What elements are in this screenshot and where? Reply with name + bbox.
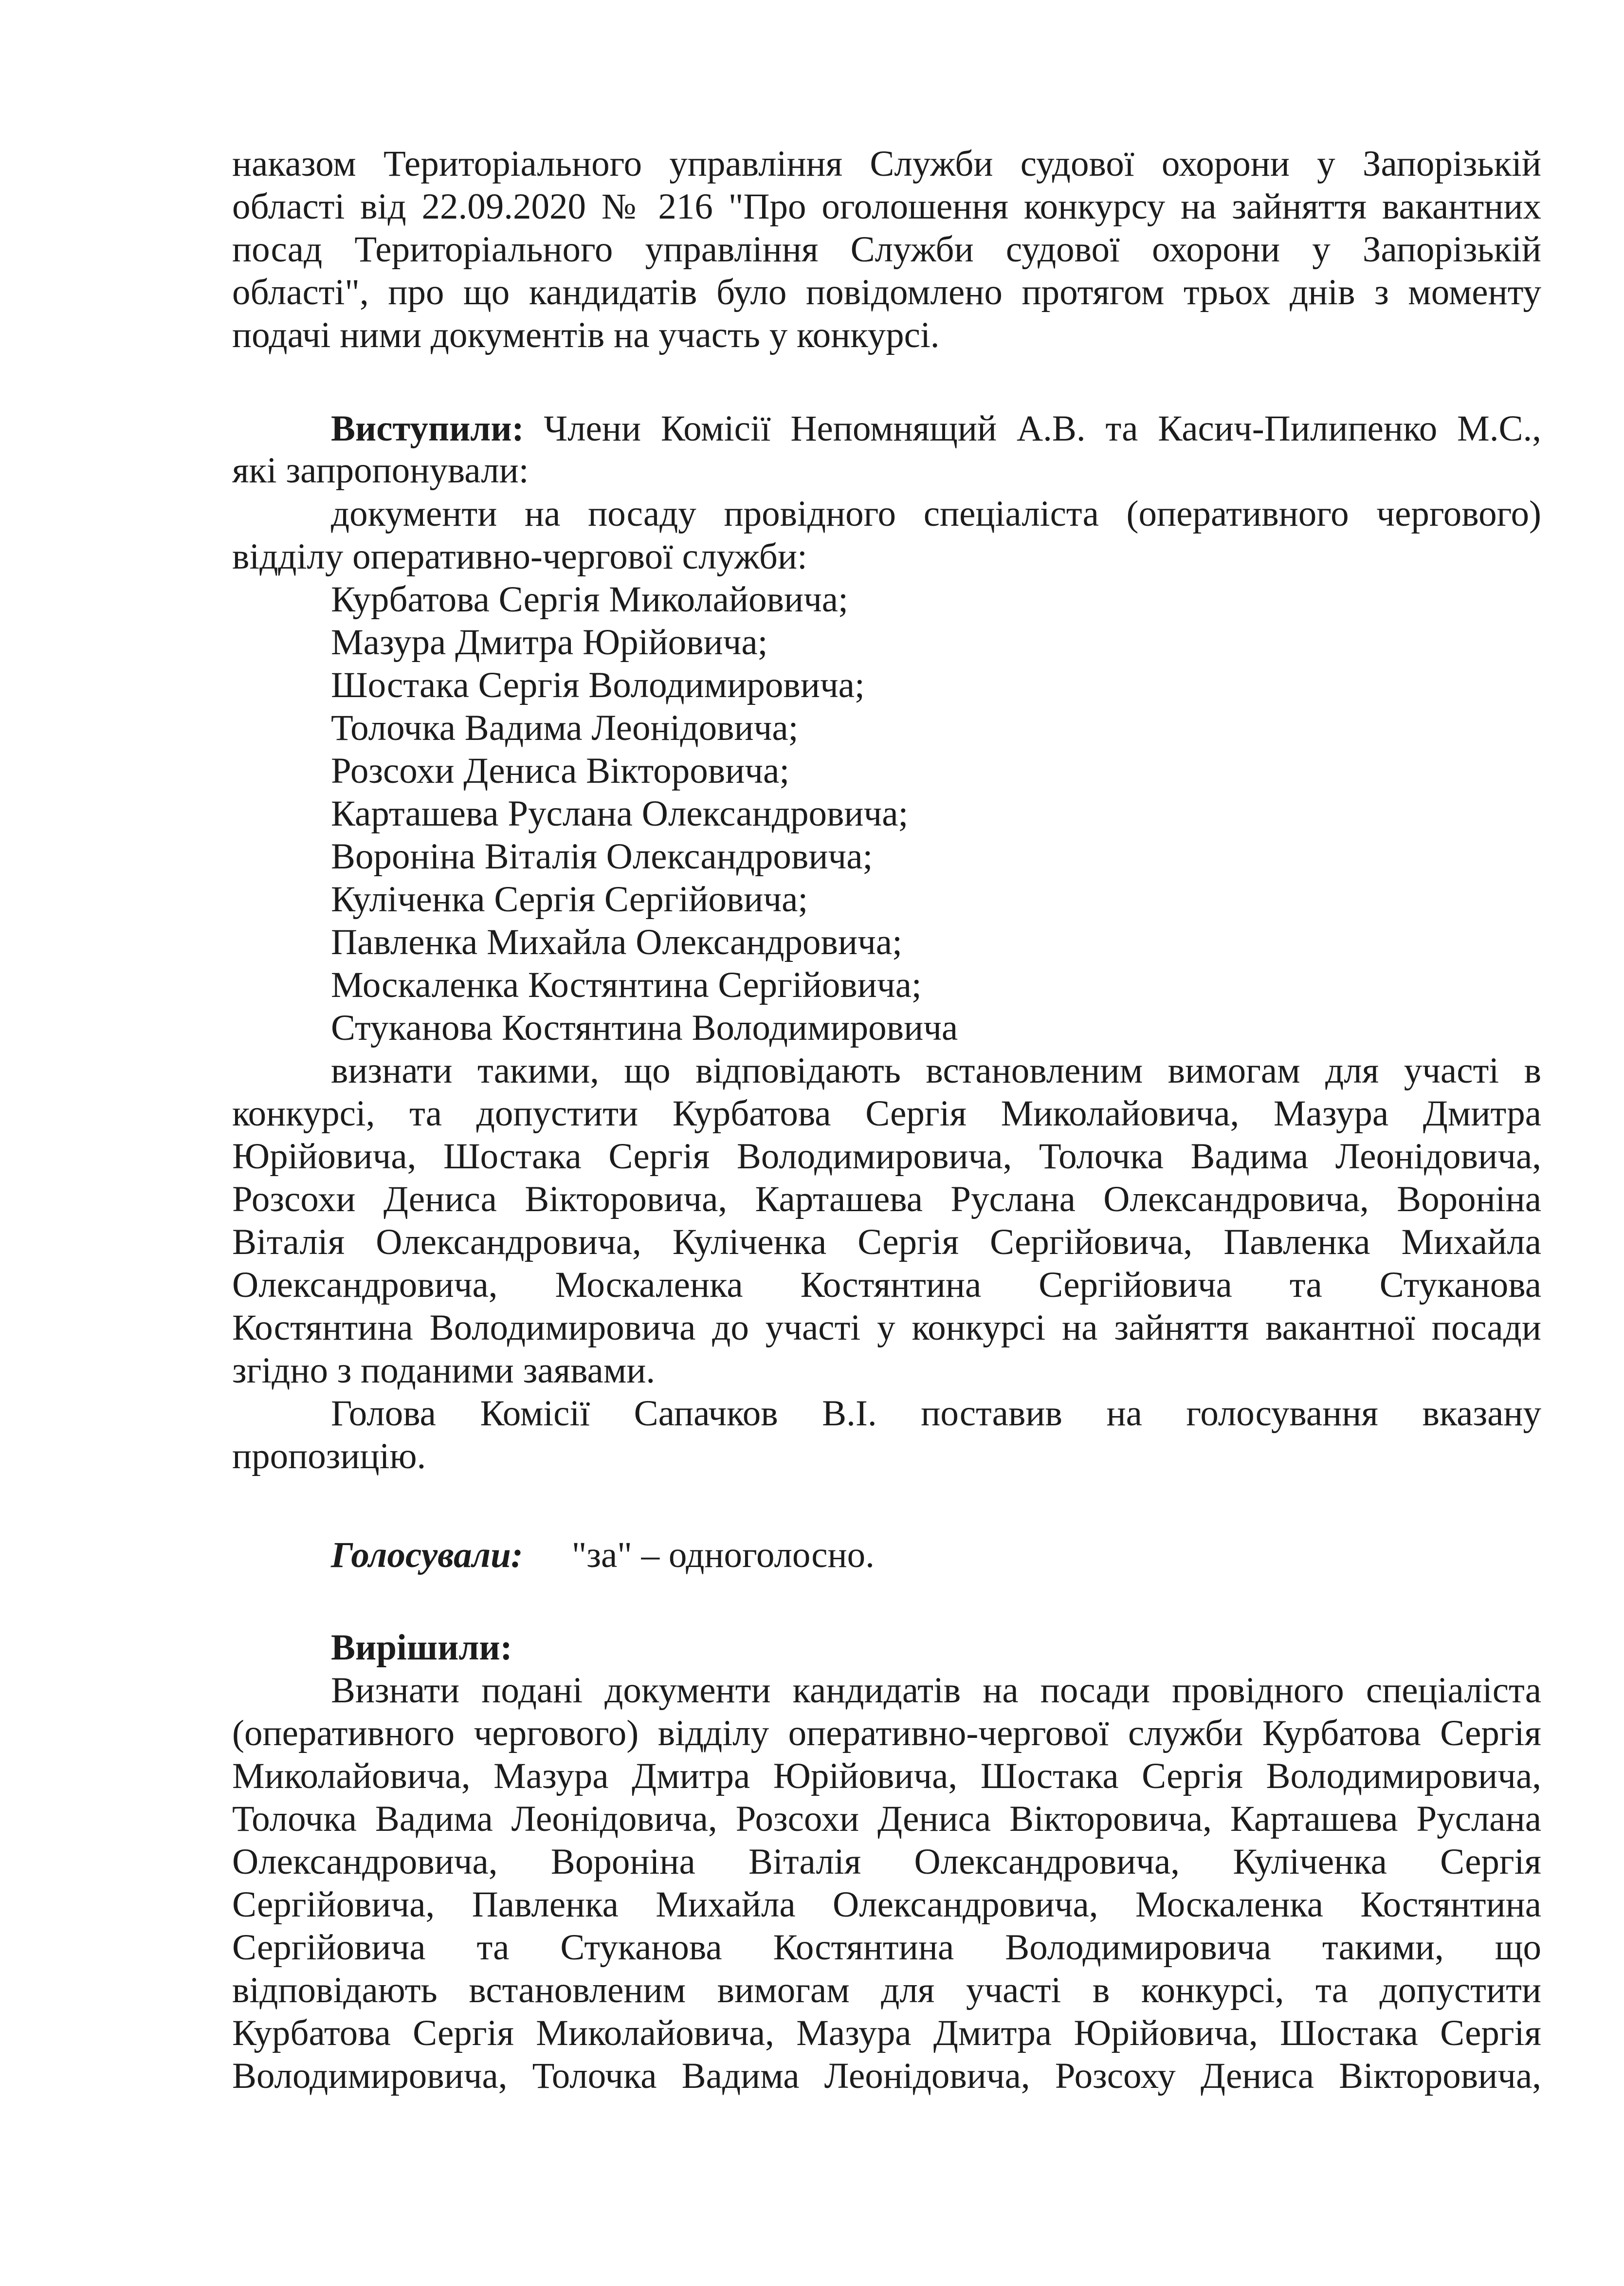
body-text-line: Курбатова Сергія Миколайовича, Мазура Дмитра Юрійовича, Шостака Сергія [232, 2013, 1541, 2053]
candidate-item: Розсохи Дениса Вікторовича; [331, 751, 790, 791]
candidate-item: Карташева Руслана Олександровича; [331, 793, 909, 834]
candidate-item: Стуканова Костянтина Володимировича [331, 1008, 958, 1048]
speakers-line [331, 407, 1541, 451]
candidate-item: Толочка Вадима Леонідовича; [331, 708, 799, 748]
vote-label: Голосували: [331, 1535, 523, 1575]
body-text-line: документи на посаду провідного спеціаліста (оперативного чергового) [331, 494, 1541, 534]
candidate-item: Мазура Дмитра Юрійовича; [331, 622, 768, 663]
body-text-line: Віталія Олександровича, Куліченка Сергія Сергійовича, Павленка Михайла [232, 1222, 1541, 1262]
body-text-line: Юрійовича, Шостака Сергія Володимировича, Толочка Вадима Леонідовича, [232, 1136, 1541, 1177]
vote-line [331, 1533, 1541, 1577]
body-text-line: посад Територіального управління Служби судової охорони у Запорізькій [232, 229, 1541, 270]
body-text-line: згідно з поданими заявами. [232, 1350, 656, 1391]
candidate-item: Вороніна Віталія Олександровича; [331, 836, 873, 877]
candidate-item: Курбатова Сергія Миколайовича; [331, 579, 848, 620]
body-text-line: області", про що кандидатів було повідомлено протягом трьох днів з моменту [232, 272, 1541, 313]
body-text-line: Сергійовича, Павленка Михайла Олександровича, Москаленка Костянтина [232, 1884, 1541, 1925]
body-text-line: Толочка Вадима Леонідовича, Розсохи Дениса Вікторовича, Карташева Руслана [232, 1799, 1541, 1839]
body-text-line: Сергійовича та Стуканова Костянтина Володимировича такими, що [232, 1927, 1541, 1968]
body-text-line: Олександровича, Москаленка Костянтина Сергійовича та Стуканова [232, 1265, 1541, 1305]
speakers-label: Виступили: [331, 408, 524, 449]
candidate-item: Павленка Михайла Олександровича; [331, 922, 902, 962]
candidate-item: Шостака Сергія Володимировича; [331, 665, 865, 705]
body-text-line: Олександровича, Вороніна Віталія Олександровича, Куліченка Сергія [232, 1842, 1541, 1882]
body-text-line: Голова Комісії Сапачков В.І. поставив на голосування вказану [331, 1393, 1541, 1434]
body-text-line: Миколайовича, Мазура Дмитра Юрійовича, Шостака Сергія Володимировича, [232, 1756, 1541, 1796]
decision-label: Вирішили: [331, 1627, 512, 1668]
body-text-line: (оперативного чергового) відділу оперативно-чергової служби Курбатова Сергія [232, 1713, 1541, 1753]
body-text-line: подачі ними документів на участь у конкурсі. [232, 315, 940, 355]
candidate-item: Москаленка Костянтина Сергійовича; [331, 965, 922, 1005]
body-text-line: конкурсі, та допустити Курбатова Сергія Миколайовича, Мазура Дмитра [232, 1093, 1541, 1134]
body-text-line: Володимировича, Толочка Вадима Леонідовича, Розсоху Дениса Вікторовича, [232, 2056, 1541, 2096]
body-text-line: Визнати подані документи кандидатів на посади провідного спеціаліста [331, 1670, 1541, 1711]
body-text-line: визнати такими, що відповідають встановленим вимогам для участі в [331, 1051, 1541, 1091]
body-text-line: які запропонували: [232, 450, 529, 491]
body-text-line: області від 22.09.2020 № 216 "Про оголошення конкурсу на зайняття вакантних [232, 186, 1541, 227]
body-text-line: відділу оперативно-чергової служби: [232, 536, 807, 577]
body-text-line: Костянтина Володимировича до участі у конкурсі на зайняття вакантної посади [232, 1308, 1541, 1348]
decision-heading [331, 1626, 1541, 1670]
vote-result: "за" – одноголосно. [571, 1535, 875, 1575]
body-text-line: пропозицію. [232, 1436, 426, 1476]
candidate-item: Куліченка Сергія Сергійовича; [331, 879, 808, 920]
body-text-line: наказом Територіального управління Служби судової охорони у Запорізькій [232, 144, 1541, 184]
body-text-line: відповідають встановленим вимогам для участі в конкурсі, та допустити [232, 1970, 1541, 2010]
speakers-text: Члени Комісії Непомнящий А.В. та Касич-Пилипенко М.С., [524, 408, 1541, 449]
body-text-line: Розсохи Дениса Вікторовича, Карташева Руслана Олександровича, Вороніна [232, 1179, 1541, 1219]
